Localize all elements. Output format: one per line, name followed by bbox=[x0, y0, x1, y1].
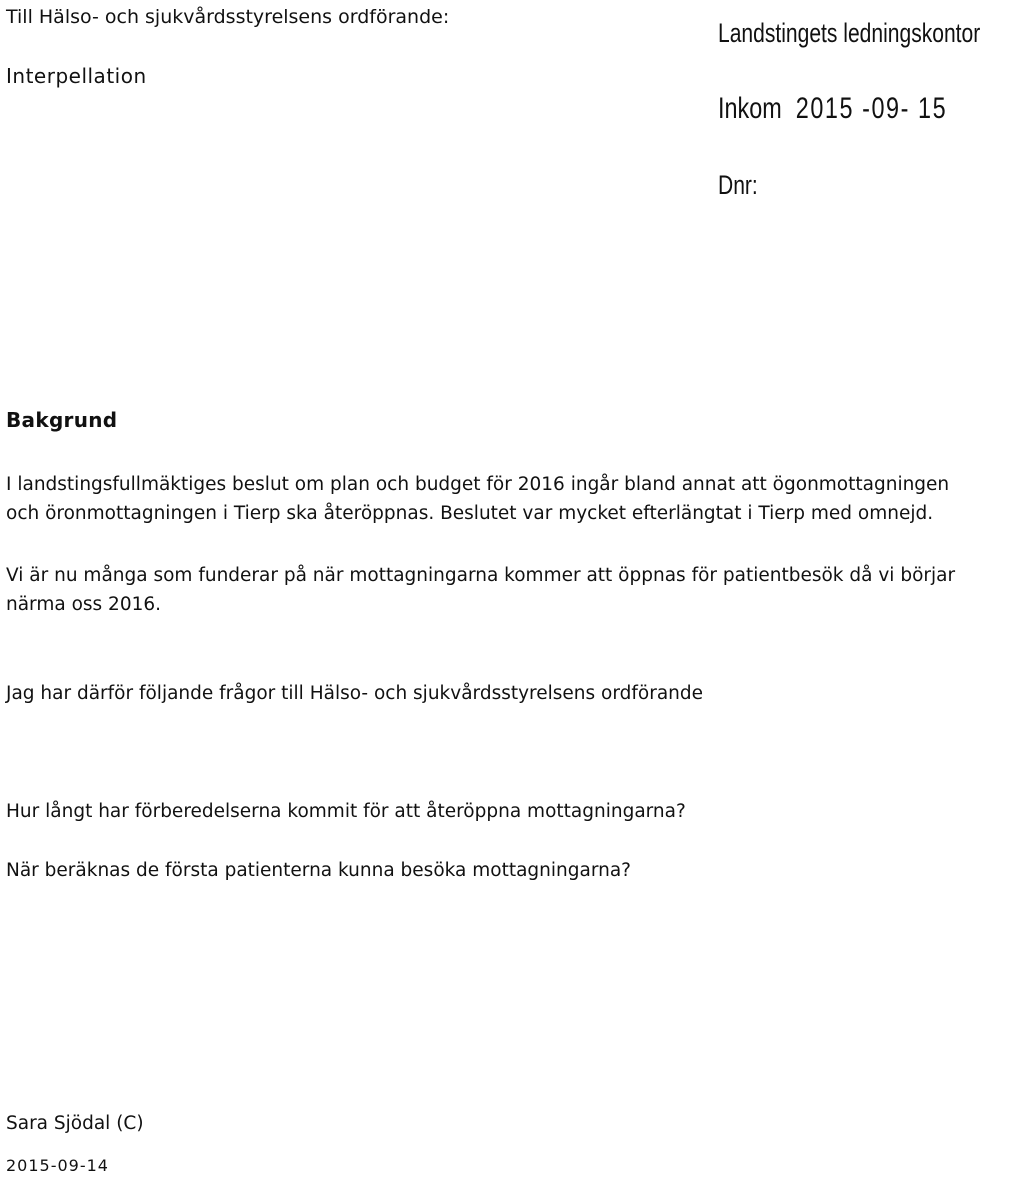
document-type-title: Interpellation bbox=[6, 64, 147, 88]
background-paragraph-2: Vi är nu många som funderar på när mottagningarna kommer att öppnas för patientbesök då vi börjar närma oss 2016. bbox=[6, 565, 956, 615]
background-paragraph-1: I landstingsfullmäktiges beslut om plan och budget för 2016 ingår bland annat att ögonmottagningen och öronmottagningen i Tierp ska återöppnas. Beslutet var mycket efterlängtat i Tierp med omnejd. bbox=[6, 474, 950, 524]
stamp-received-row bbox=[718, 92, 947, 126]
signature: Sara Sjödal (C) bbox=[6, 1113, 144, 1134]
question-1: Hur långt har förberedelserna kommit för att återöppna mottagningarna? bbox=[6, 801, 686, 822]
questions-intro: Jag har därför följande frågor till Hälso- och sjukvårdsstyrelsens ordförande bbox=[6, 683, 704, 704]
stamp-office-name: Landstingets ledningskontor bbox=[718, 18, 981, 48]
section-heading: Bakgrund bbox=[6, 408, 118, 432]
document-date: 2015-09-14 bbox=[6, 1156, 109, 1175]
stamp-received-label: Inkom bbox=[718, 92, 782, 125]
stamp-dnr-label: Dnr: bbox=[718, 170, 758, 200]
question-2: När beräknas de första patienterna kunna besöka mottagningarna? bbox=[6, 860, 631, 881]
addressee-line: Till Hälso- och sjukvårdsstyrelsens ordförande: bbox=[6, 6, 450, 28]
stamp-received-date: 2015 -09- 15 bbox=[795, 92, 948, 125]
